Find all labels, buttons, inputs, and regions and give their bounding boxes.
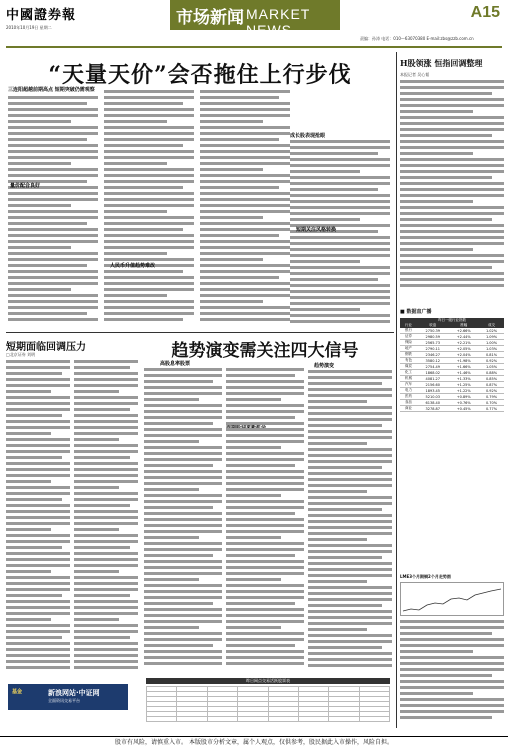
table-cell: 0.92%: [479, 358, 504, 364]
table-header: 收盘: [417, 323, 448, 328]
second-column-1: [6, 360, 70, 676]
lead-column-2: [104, 90, 194, 328]
right-headline: H股领涨 恒指回调整理: [400, 58, 483, 68]
third-subhead-c: 趋势演变: [314, 363, 335, 369]
table-cell: 2565.73: [417, 340, 448, 346]
table-cell: 食品: [400, 400, 417, 406]
table-cell: +0.45%: [448, 406, 479, 412]
table-cell: 0.92%: [479, 388, 504, 394]
table-cell: 证券: [400, 334, 417, 340]
table-cell: 1.00%: [479, 340, 504, 346]
table-cell: 6138.40: [417, 400, 448, 406]
page-footer: 股市有风险，请慎重入市。 本版股市分析文章，属个人观点，仅供参考，股民据此入市操作，风险自担。: [0, 736, 508, 750]
column-divider: [396, 52, 397, 728]
header-divider: [6, 46, 502, 48]
table-cell: +0.76%: [448, 400, 479, 406]
sponsor-banner: [8, 684, 128, 710]
lead-subhead-5: 人民币升值趋势难改: [110, 263, 156, 269]
table-cell: +2.05%: [448, 346, 479, 352]
sponsor-title: 新浪网站·中证网: [48, 689, 100, 697]
table-cell: 0.88%: [479, 370, 504, 376]
table-cell: 钢铁: [400, 352, 417, 358]
table-cell: 1.02%: [479, 328, 504, 334]
table-cell: 0.81%: [479, 352, 504, 358]
table-cell: 0.85%: [479, 376, 504, 382]
table-cell: 0.70%: [479, 400, 504, 406]
right-bottom-text: [400, 620, 504, 728]
table-cell: +2.21%: [448, 340, 479, 346]
data-section-title: ■ 数据直广播: [400, 309, 432, 315]
table-cell: 2750.39: [417, 328, 448, 334]
industry-index-table: [400, 318, 504, 412]
page-header: [0, 0, 508, 52]
bottom-table-title: 昨日网点交易活跃股票表: [146, 678, 390, 684]
table-row: [400, 406, 504, 412]
issue-date: 2010年10月19日 星期二: [6, 25, 52, 30]
second-column-2: [74, 360, 138, 676]
section-banner: [170, 0, 340, 38]
page-number: A15: [470, 4, 500, 21]
lead-column-4: [290, 140, 390, 328]
lead-subhead-3: 成长股表现抢眼: [290, 133, 326, 139]
table-cell: 2754.49: [417, 364, 448, 370]
table-cell: +1.33%: [448, 376, 479, 382]
table-cell: 0.79%: [479, 394, 504, 400]
table-cell: 1893.45: [417, 388, 448, 394]
table-cell: 保险: [400, 340, 417, 346]
third-column-3: [308, 370, 392, 670]
lead-subhead-4: 短期关注风格转换: [296, 227, 337, 233]
table-cell: 银行: [400, 328, 417, 334]
section-title-cn: 市场新闻: [176, 8, 244, 28]
third-subhead-a: 高股息率股票: [160, 361, 191, 367]
table-cell: +1.25%: [448, 382, 479, 388]
copper-chart: [400, 582, 504, 616]
copper-chart-svg: [401, 583, 505, 617]
table-cell: 2346.27: [417, 352, 448, 358]
lead-subhead-2: 量价配合良好: [10, 183, 41, 189]
table-cell: 4081.27: [417, 376, 448, 382]
table-cell: +1.22%: [448, 388, 479, 394]
table-cell: 商业: [400, 406, 417, 412]
sponsor-subtitle: 全面资讯交易平台: [48, 698, 80, 703]
table-cell: +1.46%: [448, 370, 479, 376]
table-caption: 昨日一级行业指数: [400, 318, 504, 323]
table-cell: 化工: [400, 370, 417, 376]
table-cell: 0.77%: [479, 406, 504, 412]
table-cell: 3580.12: [417, 358, 448, 364]
third-column-2: [226, 368, 304, 668]
copper-price-line: [403, 589, 501, 611]
lead-headline: “天量天价”会否拖住上行步伐: [48, 62, 352, 88]
section-divider: [6, 332, 394, 333]
lead-column-1: [8, 96, 98, 328]
lead-subhead-1: 三连阳超越前期高点 短期突破仍需观察: [8, 87, 95, 93]
table-cell: 医药: [400, 394, 417, 400]
table-header: 行业: [400, 323, 417, 328]
bottom-data-table: [146, 686, 390, 722]
masthead: [6, 4, 156, 31]
table-cell: 煤炭: [400, 364, 417, 370]
table-cell: 2790.11: [417, 346, 448, 352]
second-byline: □北京证券 刘明: [6, 352, 36, 357]
table-header: 涨幅: [448, 323, 479, 328]
table-cell: 汽车: [400, 382, 417, 388]
table-header: 成交: [479, 323, 504, 328]
table-cell: +2.04%: [448, 352, 479, 358]
table-cell: 有色: [400, 358, 417, 364]
third-headline: 趋势演变需关注四大信号: [171, 341, 359, 361]
table-cell: 2980.59: [417, 334, 448, 340]
table-cell: 地产: [400, 346, 417, 352]
table-cell: 1.03%: [479, 346, 504, 352]
section-title-en: MARKET NEWS: [246, 6, 311, 38]
newspaper-logo: 中國證券報: [6, 8, 77, 23]
table-cell: +1.98%: [448, 358, 479, 364]
table-cell: 1.09%: [479, 334, 504, 340]
chart-caption: LME3个月期铜2个月走势图: [400, 574, 451, 579]
right-byline: 本报记者 吴心韬: [400, 72, 430, 77]
table-cell: 0.87%: [479, 382, 504, 388]
second-headline: 短期面临回调压力: [6, 342, 86, 353]
table-cell: 机械: [400, 376, 417, 382]
table-cell: 5210.03: [417, 394, 448, 400]
table-cell: 1.05%: [479, 364, 504, 370]
table-cell: +2.66%: [448, 328, 479, 334]
editor-contact: 责编：孙涛 电话：010—63070380 E-mail:zbs@zzb.com.cn: [360, 36, 474, 41]
table-cell: +2.44%: [448, 334, 479, 340]
right-column-text: [400, 80, 504, 300]
table-cell: 1868.02: [417, 370, 448, 376]
table-cell: +1.66%: [448, 364, 479, 370]
table-cell: 3278.87: [417, 406, 448, 412]
third-column-1: [144, 368, 222, 668]
lead-column-3: [200, 90, 290, 328]
sponsor-tag: 基金: [12, 689, 23, 695]
table-cell: 2156.60: [417, 382, 448, 388]
table-cell: 电力: [400, 388, 417, 394]
table-cell: +0.89%: [448, 394, 479, 400]
